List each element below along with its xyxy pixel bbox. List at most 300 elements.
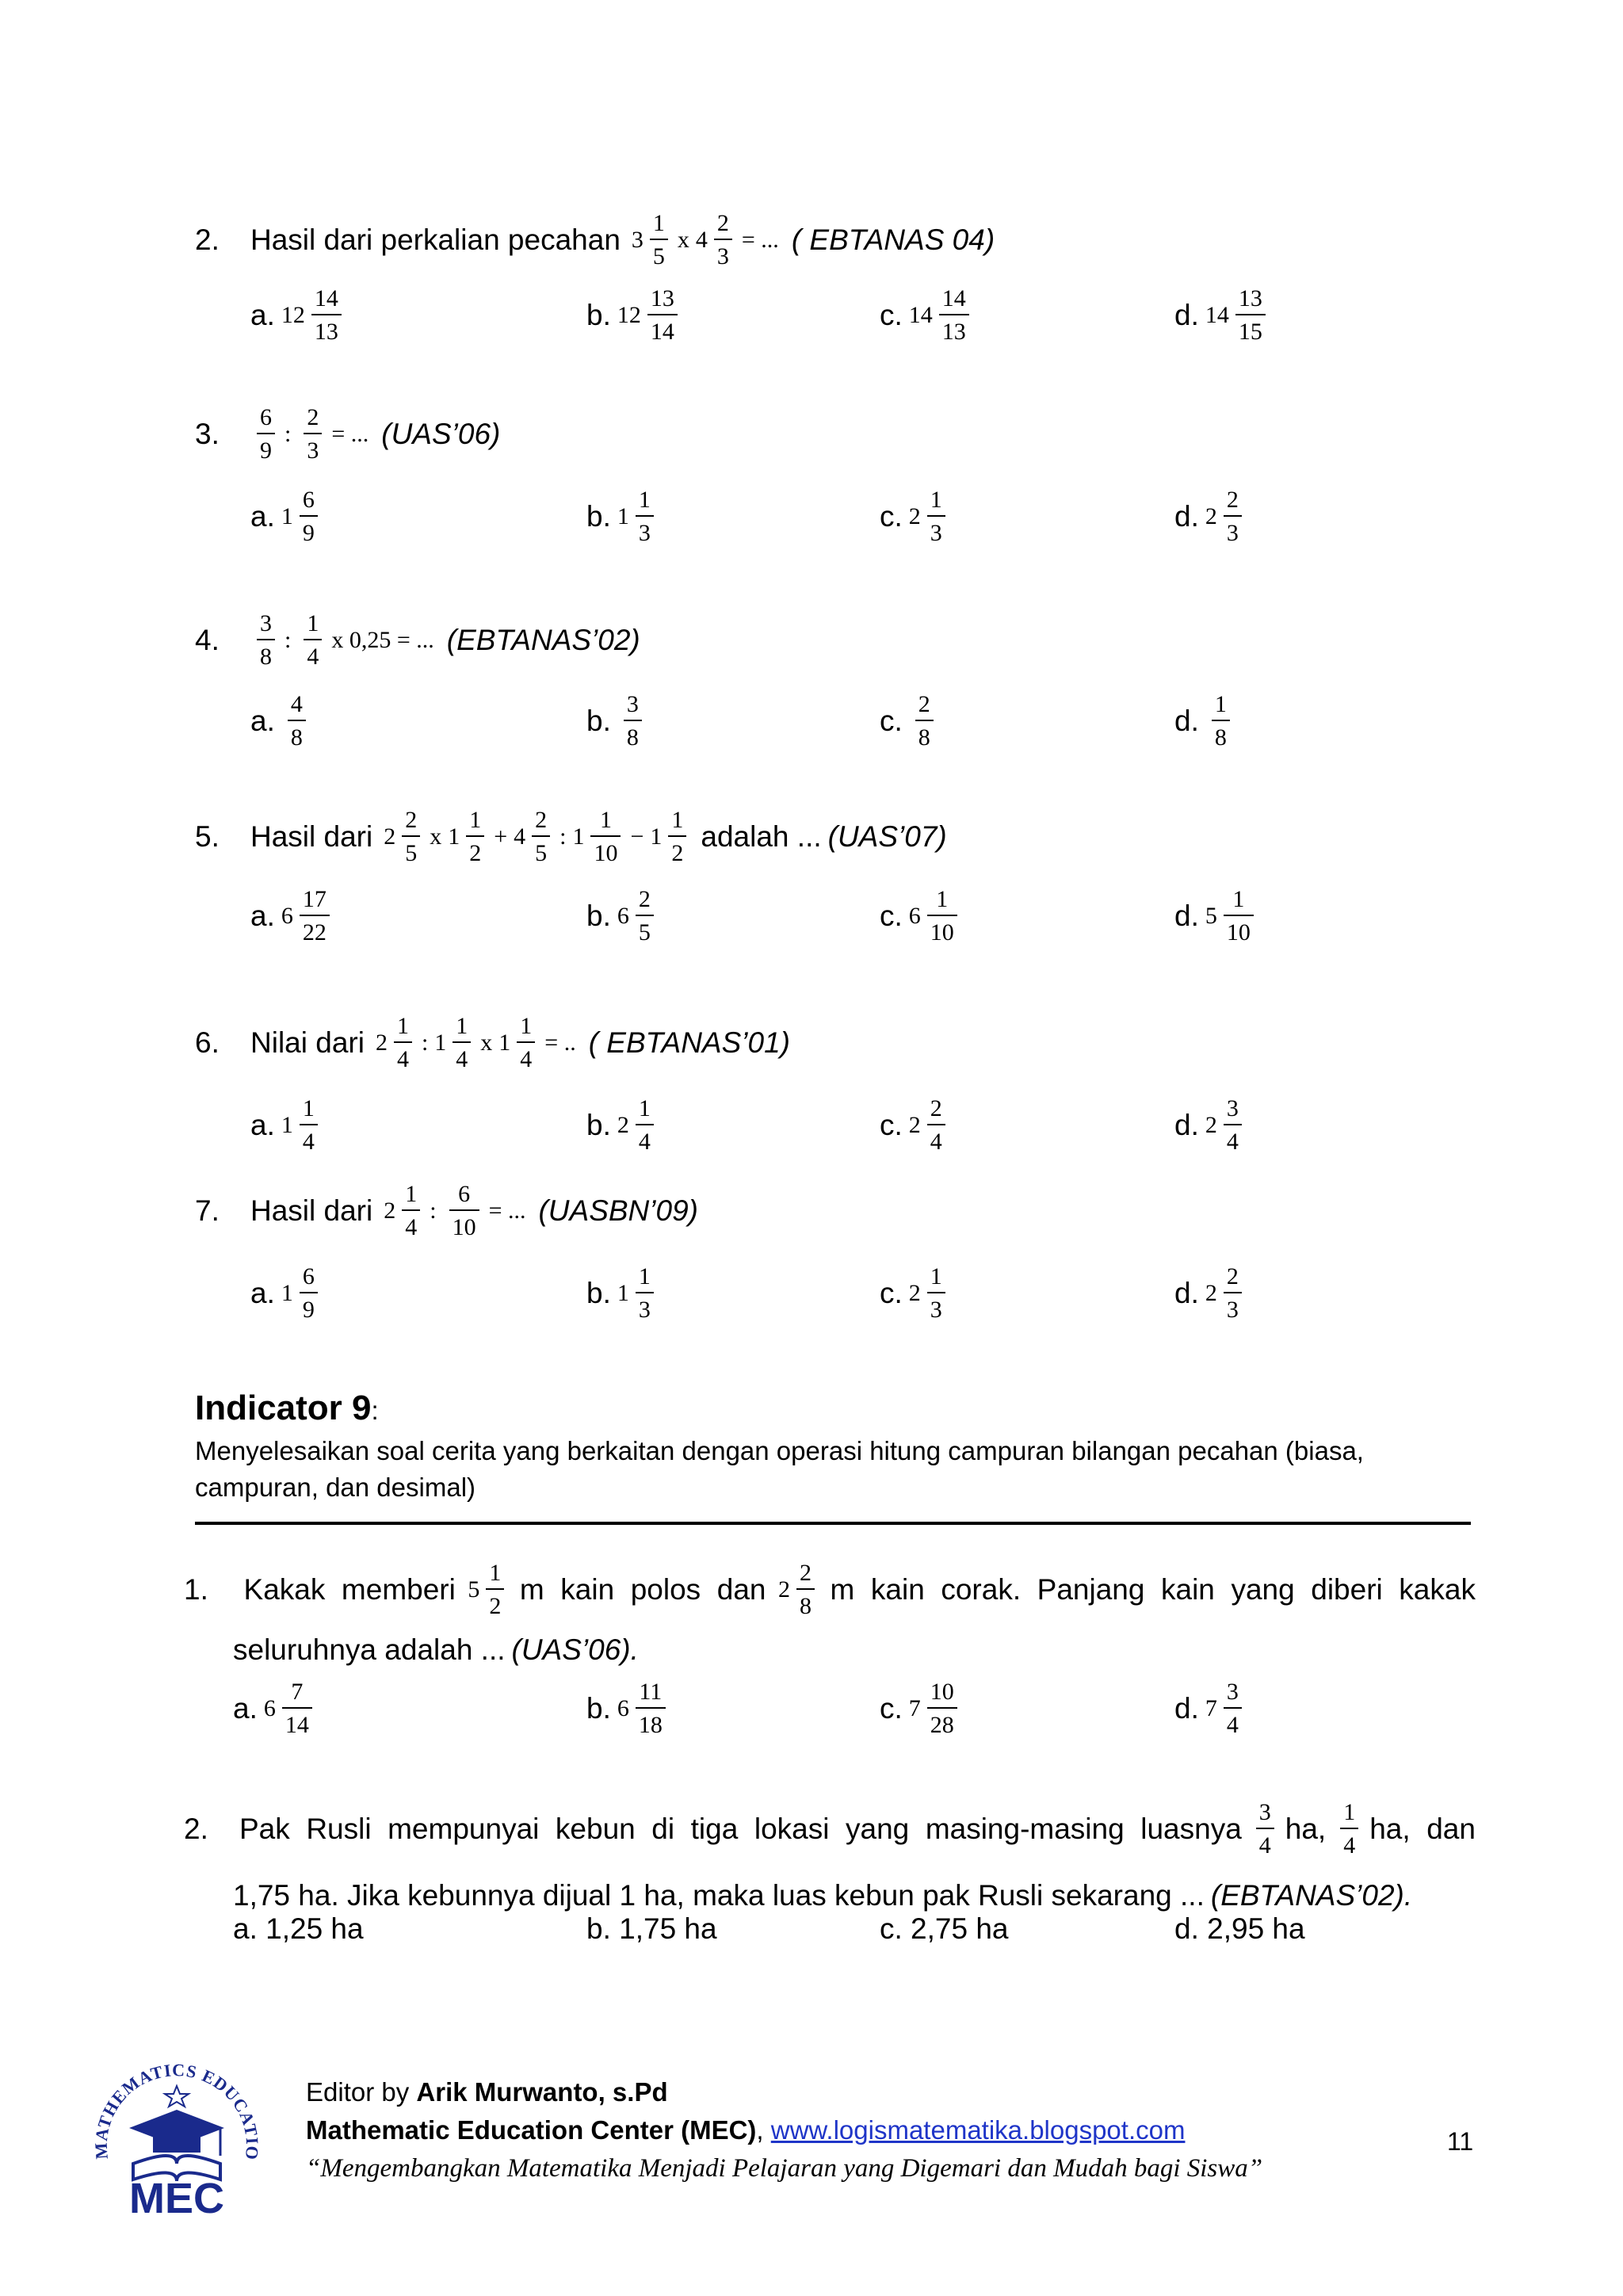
fraction <box>402 807 420 867</box>
fraction-whole: 1 <box>448 823 460 850</box>
question-source: ( EBTANAS 04) <box>791 223 995 256</box>
fraction <box>1224 487 1242 547</box>
fraction-denominator: 5 <box>638 919 651 946</box>
option-letter: a. <box>250 900 275 932</box>
fraction-numerator: 1 <box>927 886 957 916</box>
answer-option-c[interactable] <box>880 886 960 946</box>
fraction-numerator: 2 <box>915 691 934 721</box>
mixed-fraction <box>384 807 423 867</box>
math-operator: = ... <box>331 421 369 447</box>
fraction-denominator: 5 <box>405 840 418 866</box>
mixed-fraction <box>909 487 949 547</box>
org-comma: , <box>756 2115 771 2145</box>
fraction <box>300 1263 318 1324</box>
question-number: 4. <box>195 624 220 656</box>
question-text: seluruhnya adalah ... <box>233 1633 506 1666</box>
option-letter: b. <box>586 900 611 932</box>
mixed-fraction <box>281 886 333 946</box>
option-letter: a. <box>250 299 275 331</box>
fraction-denominator: 8 <box>918 724 930 751</box>
fraction-denominator: 4 <box>307 644 319 670</box>
answer-option-b[interactable] <box>586 1263 657 1324</box>
option-letter: b. <box>586 1692 611 1725</box>
website-link[interactable]: www.logismatematika.blogspot.com <box>770 2115 1186 2145</box>
fraction-numerator: 6 <box>257 404 275 434</box>
fraction-numerator: 6 <box>300 487 318 517</box>
math-operator: = .. <box>544 1030 576 1056</box>
story-2-line-1 <box>184 1799 1476 1859</box>
fraction <box>486 1560 504 1620</box>
answer-option-b[interactable] <box>586 285 681 346</box>
fraction-whole: 6 <box>617 1695 629 1721</box>
mixed-fraction <box>297 610 325 670</box>
option-letter: d. <box>1174 1277 1199 1309</box>
fraction-numerator: 2 <box>532 807 550 837</box>
answer-option-b[interactable] <box>586 1095 657 1156</box>
fraction-whole: 12 <box>281 302 305 328</box>
fraction-denominator: 28 <box>930 1712 954 1738</box>
mixed-fraction <box>909 886 960 946</box>
fraction-whole: 1 <box>498 1030 511 1056</box>
fraction-whole: 4 <box>514 823 526 850</box>
fraction <box>927 1263 945 1324</box>
fraction-numerator: 17 <box>300 886 330 916</box>
mixed-fraction <box>250 610 278 670</box>
question-number: 7. <box>195 1194 220 1227</box>
math-operator: x <box>480 1030 493 1056</box>
fraction-whole: 1 <box>650 823 663 850</box>
mixed-fraction <box>572 807 624 867</box>
mixed-fraction <box>617 487 657 547</box>
answer-option-d[interactable] <box>1174 487 1245 547</box>
mixed-fraction <box>650 807 689 867</box>
option-letter: a. <box>233 1692 258 1725</box>
fraction-denominator: 5 <box>652 243 665 269</box>
option-letter: d. <box>1174 299 1199 331</box>
option-letter: d. <box>1174 1109 1199 1141</box>
answer-option-d[interactable] <box>1174 285 1269 346</box>
mixed-fraction <box>281 487 321 547</box>
answer-option-c[interactable] <box>880 1679 960 1739</box>
mixed-fraction <box>384 1181 423 1241</box>
fraction <box>636 1679 666 1739</box>
option-letter: d. <box>1174 900 1199 932</box>
fraction-denominator: 22 <box>302 919 327 946</box>
answer-option-d[interactable] <box>1174 1263 1245 1324</box>
question-source: (UASBN’09) <box>538 1194 698 1227</box>
fraction-numerator: 2 <box>1224 1263 1242 1293</box>
mixed-fraction <box>617 1679 669 1739</box>
fraction-numerator: 11 <box>636 1679 666 1709</box>
fraction-denominator: 4 <box>405 1214 418 1240</box>
fraction-denominator: 2 <box>671 840 684 866</box>
fraction <box>915 691 934 751</box>
editor-label: Editor by <box>306 2077 417 2107</box>
fraction-whole: 2 <box>1205 503 1217 529</box>
question-number: 3. <box>195 418 220 450</box>
fraction-numerator: 1 <box>402 1181 420 1211</box>
fraction-denominator: 4 <box>302 1129 315 1155</box>
fraction-denominator: 4 <box>396 1046 409 1072</box>
mixed-fraction <box>617 691 645 751</box>
fraction-numerator: 1 <box>668 807 686 837</box>
fraction-numerator: 2 <box>402 807 420 837</box>
fraction-numerator: 3 <box>624 691 642 721</box>
fraction-numerator: 1 <box>1340 1799 1358 1829</box>
fraction <box>300 1095 318 1156</box>
math-operator: x 0,25 = ... <box>331 627 434 653</box>
footer-motto: “Mengembangkan Matematika Menjadi Pelajaran yang Digemari dan Mudah bagi Siswa” <box>306 2154 1263 2183</box>
fraction-whole: 6 <box>263 1695 276 1721</box>
mixed-fraction <box>1205 886 1257 946</box>
question-7 <box>195 1181 698 1241</box>
fraction-denominator: 10 <box>1226 919 1251 946</box>
story-1-line-2 <box>233 1633 639 1668</box>
question-text: Hasil dari perkalian pecahan <box>250 223 621 256</box>
answer-option-a[interactable] <box>250 285 345 346</box>
fraction <box>796 1560 815 1620</box>
fraction-whole: 2 <box>375 1030 388 1056</box>
fraction <box>1235 285 1266 346</box>
fraction <box>1224 886 1254 946</box>
indicator-desc-line-2: campuran, dan desimal) <box>195 1473 476 1502</box>
answer-option-d[interactable] <box>1174 886 1257 946</box>
fraction-whole: 6 <box>281 903 293 929</box>
fraction <box>1212 691 1230 751</box>
footer-org-line <box>306 2111 1262 2149</box>
fraction-numerator: 1 <box>650 210 668 240</box>
answer-option-c[interactable] <box>880 285 972 346</box>
fraction-denominator: 8 <box>1214 724 1227 751</box>
fraction-numerator: 4 <box>288 691 306 721</box>
answer-option-a[interactable] <box>250 1263 321 1324</box>
answer-option-a[interactable] <box>250 886 333 946</box>
mixed-fraction <box>909 285 972 346</box>
fraction-whole: 2 <box>617 1112 629 1138</box>
fraction-numerator: 1 <box>1224 886 1254 916</box>
fraction-whole: 3 <box>631 227 643 253</box>
fraction-denominator: 8 <box>290 724 303 751</box>
math-operator: : <box>285 627 292 653</box>
mixed-fraction <box>250 404 278 464</box>
fraction-numerator: 13 <box>647 285 678 315</box>
answer-option-a[interactable] <box>250 487 321 547</box>
fraction-denominator: 4 <box>1258 1832 1271 1859</box>
fraction-denominator: 18 <box>638 1712 663 1738</box>
fraction-numerator: 2 <box>636 886 654 916</box>
option-letter: c. <box>880 299 903 331</box>
option-letter: b. <box>586 1277 611 1309</box>
mixed-fraction <box>617 1263 657 1324</box>
option-letter: c. <box>880 705 903 737</box>
answer-option-b[interactable]: b. 1,75 ha <box>586 1912 717 1945</box>
mixed-fraction <box>617 285 681 346</box>
fraction <box>636 1095 654 1156</box>
fraction-whole: 2 <box>1205 1280 1217 1306</box>
mixed-fraction <box>434 1013 474 1073</box>
fraction-numerator: 2 <box>1224 487 1242 517</box>
fraction-whole: 7 <box>1205 1695 1217 1721</box>
fraction-numerator: 3 <box>1256 1799 1274 1829</box>
math-operator: x <box>677 227 689 253</box>
fraction <box>453 1013 471 1073</box>
question-3 <box>195 404 500 464</box>
mixed-fraction <box>443 1181 483 1241</box>
question-source: (UAS’07) <box>827 820 947 853</box>
fraction <box>304 610 322 670</box>
fraction-whole: 1 <box>617 503 629 529</box>
fraction-numerator: 1 <box>304 610 322 640</box>
fraction-denominator: 3 <box>307 437 319 464</box>
fraction-numerator: 1 <box>453 1013 471 1043</box>
fraction <box>1340 1799 1358 1859</box>
math-operator: + <box>494 823 508 850</box>
mec-logo <box>86 2045 268 2227</box>
fraction-denominator: 4 <box>456 1046 468 1072</box>
indicator-colon: : <box>371 1396 379 1425</box>
fraction-numerator: 1 <box>394 1013 412 1043</box>
answer-option-b[interactable] <box>586 1679 669 1739</box>
fraction-denominator: 9 <box>302 1297 315 1323</box>
math-operator: : <box>421 1030 429 1056</box>
fraction-whole: 2 <box>1205 1112 1217 1138</box>
question-2 <box>195 210 995 270</box>
mixed-fraction <box>909 691 937 751</box>
fraction-numerator: 1 <box>1212 691 1230 721</box>
fraction <box>449 1181 479 1241</box>
fraction-numerator: 6 <box>300 1263 318 1293</box>
mixed-fraction <box>281 691 309 751</box>
fraction-denominator: 2 <box>489 1593 502 1619</box>
option-letter: a. <box>250 1277 275 1309</box>
fraction-denominator: 8 <box>800 1593 812 1619</box>
fraction-denominator: 2 <box>469 840 482 866</box>
fraction-whole: 2 <box>778 1576 790 1603</box>
option-letter: c. <box>880 1692 903 1725</box>
fraction-whole: 1 <box>281 503 293 529</box>
fraction <box>647 285 678 346</box>
option-letter: d. <box>1174 500 1199 533</box>
fraction <box>624 691 642 751</box>
fraction-denominator: 4 <box>520 1046 533 1072</box>
question-text: Hasil dari <box>250 820 373 853</box>
footer-editor-line <box>306 2073 1262 2111</box>
option-letter: c. <box>880 900 903 932</box>
fraction-numerator: 1 <box>636 487 654 517</box>
mixed-fraction <box>468 1560 507 1620</box>
fraction-denominator: 13 <box>314 319 338 345</box>
mixed-fraction <box>376 1013 415 1073</box>
question-text: Kakak memberi <box>243 1573 456 1606</box>
question-source: (UAS’06) <box>381 418 501 450</box>
mixed-fraction <box>297 404 325 464</box>
answer-option-c[interactable] <box>880 487 949 547</box>
fraction <box>650 210 668 270</box>
option-letter: c. <box>880 500 903 533</box>
math-operator: : <box>559 823 567 850</box>
fraction-whole: 6 <box>908 903 921 929</box>
fraction <box>311 285 342 346</box>
fraction-numerator: 1 <box>486 1560 504 1590</box>
fraction-numerator: 3 <box>1224 1095 1242 1125</box>
answer-option-b[interactable] <box>586 691 645 751</box>
mixed-fraction <box>1205 285 1269 346</box>
answer-option-c[interactable] <box>880 691 937 751</box>
logo-abbr: MEC <box>129 2175 224 2222</box>
mixed-fraction <box>498 1013 538 1073</box>
fraction <box>257 610 275 670</box>
fraction-numerator: 14 <box>939 285 969 315</box>
fraction-denominator: 4 <box>1226 1712 1239 1738</box>
fraction-numerator: 3 <box>257 610 275 640</box>
fraction <box>532 807 550 867</box>
fraction-denominator: 3 <box>638 520 651 546</box>
footer-credits <box>306 2073 1262 2187</box>
star-icon <box>165 2086 189 2107</box>
fraction-whole: 14 <box>908 302 933 328</box>
fraction <box>517 1013 535 1073</box>
question-source: (EBTANAS’02) <box>446 624 640 656</box>
mixed-fraction <box>281 285 345 346</box>
option-letter: c. <box>880 1109 903 1141</box>
fraction <box>927 1095 945 1156</box>
answer-option-c[interactable] <box>880 1263 949 1324</box>
org-name: Mathematic Education Center (MEC) <box>306 2115 757 2145</box>
fraction-numerator: 3 <box>1224 1679 1242 1709</box>
answer-option-a[interactable] <box>233 1679 315 1739</box>
mixed-fraction <box>617 1095 657 1156</box>
mixed-fraction <box>909 1095 949 1156</box>
answer-option-a[interactable]: a. 1,25 ha <box>233 1912 364 1945</box>
answer-option-d[interactable] <box>1174 691 1233 751</box>
fraction-whole: 1 <box>281 1112 293 1138</box>
fraction <box>1224 1263 1242 1324</box>
fraction-denominator: 4 <box>1343 1832 1356 1859</box>
question-text: ha, dan <box>1369 1813 1476 1845</box>
fraction-whole: 5 <box>468 1576 480 1603</box>
mixed-fraction <box>632 210 671 270</box>
math-operator: : <box>285 421 292 447</box>
math-operator: − <box>630 823 644 850</box>
fraction <box>257 404 275 464</box>
question-text: m kain polos dan <box>519 1573 766 1606</box>
question-number: 5. <box>195 820 220 853</box>
math-operator: = ... <box>741 227 779 253</box>
fraction-denominator: 4 <box>930 1129 942 1155</box>
fraction-whole: 5 <box>1205 903 1217 929</box>
fraction-denominator: 3 <box>716 243 729 269</box>
mixed-fraction <box>514 807 553 867</box>
fraction-whole: 7 <box>908 1695 921 1721</box>
math-operator: : <box>430 1198 437 1224</box>
mixed-fraction <box>1205 1095 1245 1156</box>
fraction <box>402 1181 420 1241</box>
question-text: m kain corak. Panjang kain yang diberi kakak <box>830 1573 1476 1606</box>
math-operator: x <box>430 823 442 850</box>
fraction-numerator: 14 <box>311 285 342 315</box>
question-source: ( EBTANAS’01) <box>588 1026 790 1059</box>
indicator-description <box>195 1433 1364 1506</box>
fraction-numerator: 2 <box>714 210 732 240</box>
fraction <box>636 1263 654 1324</box>
fraction-numerator: 2 <box>796 1560 815 1590</box>
question-text: 1,75 ha. Jika kebunnya dijual 1 ha, maka luas kebun pak Rusli sekarang ... <box>233 1879 1205 1912</box>
fraction-whole: 2 <box>908 1280 921 1306</box>
mixed-fraction <box>448 807 487 867</box>
option-letter: a. <box>250 705 275 737</box>
fraction-denominator: 9 <box>260 437 272 464</box>
fraction-whole: 12 <box>617 302 641 328</box>
editor-name: Arik Murwanto, s.Pd <box>416 2077 668 2107</box>
mixed-fraction <box>1205 487 1245 547</box>
option-letter: d. <box>1174 1692 1199 1725</box>
fraction-denominator: 3 <box>930 520 942 546</box>
fraction <box>1256 1799 1274 1859</box>
fraction-denominator: 9 <box>302 520 315 546</box>
option-letter: d. <box>1174 705 1199 737</box>
fraction <box>304 404 322 464</box>
question-6 <box>195 1013 790 1073</box>
question-number: 6. <box>195 1026 220 1059</box>
fraction-denominator: 13 <box>941 319 966 345</box>
option-letter: a. <box>250 1109 275 1141</box>
fraction-whole: 2 <box>384 1198 396 1224</box>
answer-option-d[interactable] <box>1174 1095 1245 1156</box>
answer-option-a[interactable] <box>250 1095 321 1156</box>
fraction-denominator: 15 <box>1238 319 1262 345</box>
question-source: (EBTANAS’02). <box>1210 1879 1413 1912</box>
mixed-fraction <box>778 1560 818 1620</box>
mixed-fraction <box>281 1263 321 1324</box>
mixed-fraction <box>1205 1679 1245 1739</box>
fraction <box>668 807 686 867</box>
answer-option-a[interactable] <box>250 691 309 751</box>
fraction-denominator: 14 <box>650 319 674 345</box>
mixed-fraction <box>1205 691 1233 751</box>
fraction-numerator: 2 <box>304 404 322 434</box>
answer-option-b[interactable] <box>586 487 657 547</box>
mixed-fraction <box>1205 1263 1245 1324</box>
option-letter: c. <box>880 1277 903 1309</box>
fraction-whole: 2 <box>384 823 396 850</box>
answer-option-d[interactable]: d. 2,95 ha <box>1174 1912 1305 1945</box>
mec-logo-graphic <box>86 2045 268 2227</box>
question-text: ha, <box>1285 1813 1327 1845</box>
mixed-fraction <box>617 886 657 946</box>
question-text: Pak Rusli mempunyai kebun di tiga lokasi yang masing-masing luasnya <box>239 1813 1242 1845</box>
question-source: (UAS’06). <box>511 1633 639 1666</box>
fraction-denominator: 10 <box>452 1214 476 1240</box>
answer-option-d[interactable] <box>1174 1679 1245 1739</box>
answer-option-b[interactable] <box>586 886 657 946</box>
fraction-numerator: 1 <box>300 1095 318 1125</box>
fraction-denominator: 8 <box>260 644 272 670</box>
fraction <box>466 807 484 867</box>
fraction <box>1224 1679 1242 1739</box>
option-letter: b. <box>586 500 611 533</box>
fraction-denominator: 4 <box>1226 1129 1239 1155</box>
math-operator: = ... <box>488 1198 526 1224</box>
answer-option-c[interactable]: c. 2,75 ha <box>880 1912 1009 1945</box>
page-number: 11 <box>1447 2127 1474 2156</box>
fraction-numerator: 1 <box>927 487 945 517</box>
fraction <box>300 886 330 946</box>
fraction-denominator: 3 <box>638 1297 651 1323</box>
fraction <box>927 1679 957 1739</box>
fraction-numerator: 2 <box>927 1095 945 1125</box>
answer-option-c[interactable] <box>880 1095 949 1156</box>
fraction-numerator: 1 <box>466 807 484 837</box>
